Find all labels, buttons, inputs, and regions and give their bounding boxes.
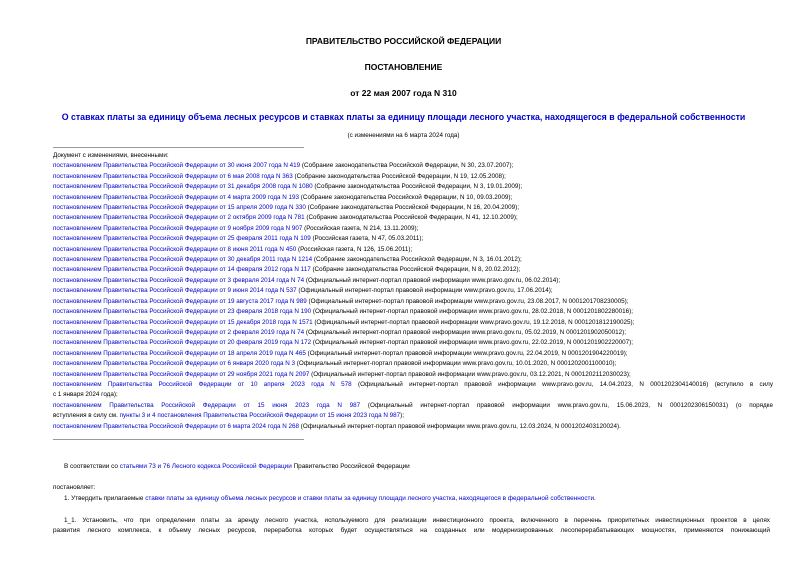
amendment-source: (Собрание законодательства Российской Федерации, N 30, 23.07.2007); [300, 162, 514, 170]
forest-code-link[interactable]: статьями 73 и 76 Лесного кодекса Российской Федерации [119, 463, 292, 470]
amendment-source: (Официальный интернет-портал правовой информации www.pravo.gov.ru, 05.02.2019, N 0001201902050012); [304, 328, 626, 336]
amendment-source: (Официальный интернет-портал правовой информации www.pravo.gov.ru, 19.12.2018, N 0001201812190025); [312, 318, 635, 326]
amendment-item [53, 422, 773, 432]
amendment-item [53, 286, 773, 296]
amendment-source: (Российская газета, N 47, 05.03.2011); [310, 235, 424, 243]
amendment-item [53, 276, 773, 286]
preamble-text: В соответствии со [64, 463, 120, 470]
amendment-item [53, 349, 773, 359]
issuer-heading: ПРАВИТЕЛЬСТВО РОССИЙСКОЙ ФЕДЕРАЦИИ [305, 36, 502, 46]
amendment-source: (Собрание законодательства Российской Федерации, N 10, 09.03.2009); [299, 193, 513, 201]
amendment-link[interactable]: постановлением Правительства Российской Федерации от 30 декабря 2011 года N 1214 [53, 256, 313, 264]
amendment-item [53, 318, 773, 328]
amendment-link[interactable]: постановлением Правительства Российской Федерации от 10 апреля 2023 года N 578 [53, 380, 352, 388]
amendment-source: (Российская газета, N 126, 15.06.2011); [296, 245, 413, 253]
amendment-item [53, 380, 773, 390]
clause-1-1-line-2: развития лесного комплекса, к объему лесных ресурсов, переработка которых будет осуществляться на созданных или модернизированных лесоперерабатывающих мощностях, применяются понижающий [53, 527, 770, 534]
amendment-link[interactable]: постановлением Правительства Российской Федерации от 3 февраля 2014 года N 74 [53, 276, 305, 284]
amendment-item [53, 328, 773, 338]
amendment-source: (Официальный интернет-портал правовой информации www.pravo.gov.ru, 22.04.2019, N 0001201904220019); [305, 349, 628, 357]
amendment-source: (Официальный интернет-портал правовой информации www.pravo.gov.ru, 23.08.2017, N 0001201708230005); [306, 297, 629, 305]
amendment-link[interactable]: постановлением Правительства Российской Федерации от 4 марта 2009 года N 193 [53, 193, 300, 201]
amendment-source: (Собрание законодательства Российской Федерации, N 3, 16.01.2012); [312, 256, 522, 264]
amendment-link[interactable]: постановлением Правительства Российской Федерации от 2 октября 2009 года N 781 [53, 214, 305, 222]
clause-1-paragraph [64, 495, 596, 502]
document-title[interactable]: О ставках платы за единицу объема лесных ресурсов и ставках платы за единицу площади лесного участка, находящегося в федеральной собственности [61, 112, 746, 122]
amendment-item [53, 172, 773, 182]
amendment-intro: Документ с изменениями, внесенными: [53, 152, 169, 159]
amendment-link[interactable]: постановлением Правительства Российской Федерации от 9 июня 2014 года N 537 [53, 287, 297, 295]
amendment-link[interactable]: постановлением Правительства Российской Федерации от 6 марта 2024 года N 268 [53, 422, 300, 430]
rates-link[interactable]: ставки платы за единицу объема лесных ресурсов и ставки платы за единицу площади лесного участка, находящегося в федеральной собственности [145, 495, 595, 502]
amendment-item [53, 359, 773, 369]
amendment-link[interactable]: постановлением Правительства Российской Федерации от 29 ноября 2021 года N 2097 [53, 370, 310, 378]
amendment-link[interactable]: постановлением Правительства Российской Федерации от 31 декабря 2008 года N 1080 [53, 183, 313, 191]
amendment-source: (Официальный интернет-портал правовой информации www.pravo.gov.ru, 12.03.2024, N 0001202403120024). [299, 422, 621, 430]
amendment-source: (Собрание законодательства Российской Федерации, N 8, 20.02.2012); [310, 266, 521, 274]
amendment-source: (Официальный интернет-портал правовой информации www.pravo.gov.ru, 14.04.2023, N 0001202304140016) (вступило в силу [351, 380, 774, 388]
amendment-source: (Официальный интернет-портал правовой информации www.pravo.gov.ru, 17.06.2014); [296, 287, 553, 295]
amendment-item [53, 203, 773, 213]
top-divider [53, 147, 304, 148]
amendment-item [53, 370, 773, 380]
amendment-link[interactable]: постановлением Правительства Российской Федерации от 8 июня 2011 года N 450 [53, 245, 297, 253]
amendment-source: (Российская газета, N 214, 13.11.2009); [302, 224, 419, 232]
amendment-link[interactable]: постановлением Правительства Российской Федерации от 6 января 2020 года N 3 [53, 360, 296, 368]
amendment-link[interactable]: постановлением Правительства Российской Федерации от 30 июня 2007 года N 419 [53, 162, 301, 170]
amendment-item-cont [53, 411, 773, 421]
amendment-source: (Официальный интернет-портал правовой информации www.pravo.gov.ru, 10.01.2020, N 0001202001100010); [295, 360, 617, 368]
amendment-link[interactable]: постановлением Правительства Российской Федерации от 18 апреля 2019 года N 465 [53, 349, 306, 357]
amendment-list [53, 151, 773, 432]
amendment-source: (Собрание законодательства Российской Федерации, N 16, 20.04.2009); [305, 204, 519, 212]
preamble-text: Правительство Российской Федерации [291, 463, 410, 470]
amendment-link[interactable]: постановлением Правительства Российской Федерации от 25 февраля 2011 года N 109 [53, 235, 311, 243]
amendment-link[interactable]: постановлением Правительства Российской Федерации от 19 августа 2017 года N 989 [53, 297, 307, 305]
amendment-link[interactable]: постановлением Правительства Российской Федерации от 15 июня 2023 года N 987 [53, 401, 361, 409]
amendment-item [53, 234, 773, 244]
amendment-link[interactable]: постановлением Правительства Российской Федерации от 15 апреля 2009 года N 330 [53, 204, 306, 212]
date-number-heading: от 22 мая 2007 года N 310 [350, 88, 457, 98]
amendment-note: (с изменениями на 6 марта 2024 года) [347, 132, 460, 139]
amendment-link[interactable]: постановлением Правительства Российской Федерации от 20 февраля 2019 года N 172 [53, 339, 312, 347]
amendment-item [53, 265, 773, 275]
amendment-item [53, 224, 773, 234]
clause-text: . [594, 495, 596, 502]
amendment-source: (Официальный интернет-портал правовой информации www.pravo.gov.ru, 06.02.2014); [304, 276, 561, 284]
amendment-link[interactable]: постановлением Правительства Российской Федерации от 15 декабря 2018 года N 1571 [53, 318, 313, 326]
amendment-item [53, 213, 773, 223]
amendment-source: (Собрание законодательства Российской Федерации, N 3, 19.01.2009); [312, 183, 523, 191]
amendment-link[interactable]: постановлением Правительства Российской Федерации от 9 ноября 2009 года N 907 [53, 224, 303, 232]
amendment-items [53, 161, 773, 390]
preamble-paragraph [64, 463, 410, 470]
amendment-item [53, 245, 773, 255]
amendment-link[interactable]: постановлением Правительства Российской Федерации от 6 мая 2008 года N 363 [53, 172, 293, 180]
amendment-item [53, 307, 773, 317]
amendment-link[interactable]: постановлением Правительства Российской Федерации от 2 февраля 2019 года N 74 [53, 328, 305, 336]
amendment-cont-link[interactable]: пункты 3 и 4 постановления Правительства Российской Федерации от 15 июня 2023 года N 987 [119, 412, 401, 420]
bottom-divider [53, 439, 304, 440]
doc-type-heading: ПОСТАНОВЛЕНИЕ [364, 62, 443, 72]
amendment-source: (Официальный интернет-портал правовой информации www.pravo.gov.ru, 15.06.2023, N 0001202306150031) (о порядке [360, 401, 773, 409]
amendment-source: (Собрание законодательства Российской Федерации, N 19, 12.05.2008); [292, 172, 506, 180]
amendment-link[interactable]: постановлением Правительства Российской Федерации от 14 февраля 2012 года N 117 [53, 266, 311, 274]
resolves-paragraph: постановляет: [53, 484, 96, 491]
clause-1-1-line-1: 1_1. Установить, что при определении платы за аренду лесного участка, используемого для реализации инвестиционного проекта, включенного в перечень приоритетных инвестиционных проектов в целях [64, 517, 770, 524]
amendment-source: (Официальный интернет-портал правовой информации www.pravo.gov.ru, 03.12.2021, N 0001202112030023); [309, 370, 631, 378]
amendment-item-cont: с 1 января 2024 года); [53, 391, 118, 399]
amendment-source: (Официальный интернет-портал правовой информации www.pravo.gov.ru, 22.02.2019, N 0001201902220007); [311, 339, 633, 347]
amendment-item [53, 161, 773, 171]
clause-text: 1. Утвердить прилагаемые [64, 495, 146, 502]
amendment-source: (Собрание законодательства Российской Федерации, N 41, 12.10.2009); [304, 214, 518, 222]
amendment-item [53, 255, 773, 265]
amendment-link[interactable]: постановлением Правительства Российской Федерации от 23 февраля 2018 года N 190 [53, 308, 312, 316]
amendment-item [53, 401, 773, 411]
amendment-item [53, 338, 773, 348]
amendment-item [53, 182, 773, 192]
amendment-cont-text: вступления в силу см. [53, 412, 120, 420]
amendment-item [53, 297, 773, 307]
amendment-cont-text: ); [400, 412, 404, 420]
amendment-source: (Официальный интернет-портал правовой информации www.pravo.gov.ru, 28.02.2018, N 0001201802280016); [311, 308, 633, 316]
amendment-item [53, 193, 773, 203]
